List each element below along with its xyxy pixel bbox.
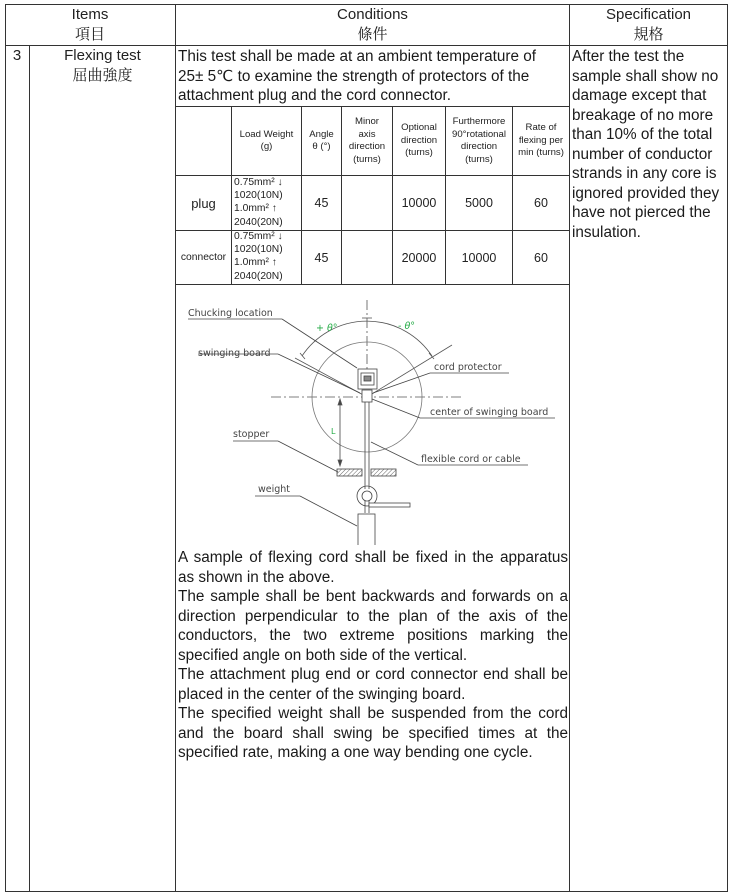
table-left-border [5, 4, 6, 892]
col-header-optional [393, 107, 445, 175]
connector-optional: 20000 [401, 250, 437, 265]
load-weight-line: 0.75mm² ↓ [234, 177, 283, 188]
header-text: (turns) [405, 147, 433, 159]
spec-line: sample shall show no [572, 67, 719, 85]
spec-line: insulation. [572, 223, 641, 241]
label-center-of-swinging-board: center of swinging board [430, 407, 549, 418]
conditions-paragraph: The specified weight shall be suspended from the cord and the board shall swing be specified times at the specified rate, making a one way bending one cycle. [178, 705, 568, 761]
header-text: Rate of [525, 122, 557, 134]
header-text: direction [348, 141, 386, 152]
conditions-paragraph: The sample shall be bent backwards and forwards on a direction perpendicular to the plan of the axis of the conductors, the two extreme positions marking the specified angle on both side of the vertical. [178, 588, 568, 664]
label-stopper: stopper [233, 429, 270, 440]
load-weight-line: 1020(10N) [234, 244, 283, 256]
row-number: 3 [12, 47, 22, 64]
col-header-rotational [446, 107, 512, 175]
header-text: Furthermore [452, 116, 506, 127]
spec-line: have not pierced the [572, 204, 711, 221]
load-weight-line: 0.75mm² ↓ [234, 231, 283, 242]
header-text: direction [400, 134, 438, 146]
header-text: direction [460, 141, 498, 152]
spec-line: damage except that [572, 87, 707, 104]
row-label-connector: connector [180, 252, 227, 263]
label-weight: weight [258, 484, 291, 495]
header-spec-zh: 規格 [633, 26, 664, 43]
header-items-en: Items [71, 6, 109, 23]
header-items [5, 5, 175, 45]
table-right-border [727, 4, 728, 892]
col-header-rate [513, 107, 569, 175]
connector-angle: 45 [314, 250, 329, 265]
label-flexible-cord: flexible cord or cable [421, 454, 521, 465]
spec-line: ignored provided they [572, 184, 720, 202]
header-text: Optional [401, 122, 437, 134]
label-minus-theta: - θ° [398, 321, 416, 332]
number-column-divider [29, 45, 30, 892]
connector-rotational: 10000 [461, 250, 497, 265]
load-weight-line: 1.0mm² ↑ [234, 203, 277, 215]
load-weight-line: 2040(20N) [234, 216, 283, 228]
conditions-paragraph: A sample of flexing cord shall be fixed in the apparatus as shown in the above. [178, 549, 568, 586]
label-chucking-location: Chucking location [188, 308, 273, 319]
header-text: θ (°) [312, 141, 331, 152]
header-text: axis [358, 128, 376, 140]
specification-text [572, 47, 727, 242]
plug-rate: 60 [534, 196, 548, 210]
header-conditions [176, 5, 569, 45]
connector-load-weight [234, 230, 301, 283]
header-text: (g) [260, 141, 273, 152]
col-header-minor-axis [342, 107, 392, 175]
header-text: Minor [355, 116, 379, 127]
load-weight-line: 2040(20N) [234, 270, 283, 282]
spec-line: number of conductor [572, 145, 713, 163]
label-length: L [331, 427, 336, 436]
header-text: flexing per [518, 134, 564, 146]
plug-rotational: 5000 [465, 196, 493, 210]
label-swinging-board: swinging board [198, 348, 271, 359]
header-items-zh: 項目 [74, 26, 105, 43]
flexing-test-diagram [176, 285, 569, 545]
header-text: min (turns) [518, 147, 564, 159]
plug-load-weight [234, 176, 301, 229]
conditions-intro-line: 25± 5℃ to examine the strength of protectors of the [178, 67, 530, 85]
conditions-intro [178, 47, 568, 106]
connector-rate: 60 [534, 250, 548, 265]
spec-line: After the test the [572, 48, 685, 65]
connector-minor-axis [342, 231, 392, 284]
label-cord-protector: cord protector [434, 362, 502, 373]
row-item [30, 46, 175, 86]
row-item-en: Flexing test [64, 47, 141, 64]
header-text: Angle [309, 128, 334, 140]
spec-line: breakage of no more [572, 106, 714, 124]
conditions-intro-line: This test shall be made at an ambient temperature of [178, 48, 536, 65]
plug-minor-axis [342, 176, 392, 230]
label-plus-theta: + θ° [316, 323, 338, 334]
table-bottom-border [5, 891, 728, 892]
header-text: (turns) [465, 153, 493, 165]
conditions-paragraph: The attachment plug end or cord connector end shall be placed in the center of the swinging board. [178, 666, 568, 703]
header-text: (turns) [353, 153, 381, 165]
conditions-intro-line: attachment plug and the cord connector. [178, 87, 451, 104]
load-weight-line: 1.0mm² ↑ [234, 257, 277, 269]
conditions-column-divider [569, 4, 570, 892]
header-spec-en: Specification [605, 6, 692, 23]
row-item-zh: 屈曲強度 [72, 67, 133, 84]
row-label-plug: plug [191, 195, 216, 211]
header-conditions-zh: 條件 [357, 26, 388, 43]
spec-line: strands in any core is [572, 165, 717, 182]
header-conditions-en: Conditions [337, 6, 408, 23]
load-weight-line: 1020(10N) [234, 190, 283, 202]
plug-angle: 45 [314, 196, 329, 210]
col-header-load-weight [232, 107, 301, 175]
header-specification [570, 5, 727, 45]
col-header-angle [302, 107, 341, 175]
plug-optional: 10000 [401, 196, 437, 210]
conditions-body [178, 548, 568, 763]
spec-line: than 10% of the total [572, 126, 713, 143]
header-text: Load Weight [239, 128, 294, 140]
header-text: 90°rotational [452, 128, 506, 140]
